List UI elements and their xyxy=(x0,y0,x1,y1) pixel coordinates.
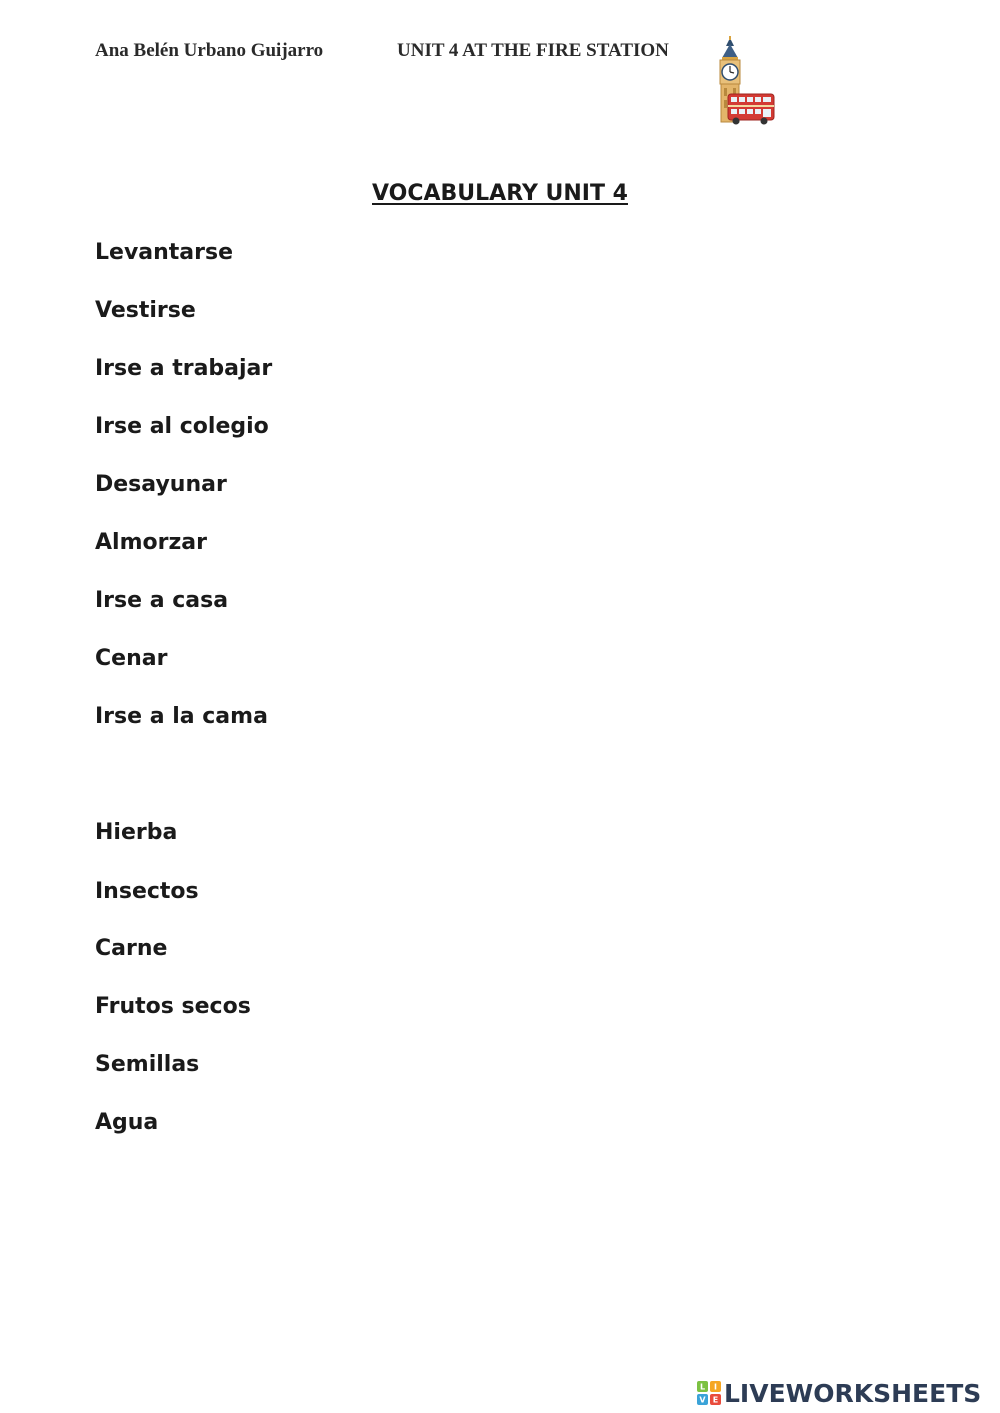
big-ben-and-double-decker-bus-icon xyxy=(712,36,776,126)
header-author: Ana Belén Urbano Guijarro xyxy=(95,40,324,61)
vocab-item: Cenar xyxy=(95,646,168,671)
vocab-item: Levantarse xyxy=(95,240,234,265)
vocab-item: Irse a la cama xyxy=(95,704,268,729)
vocab-item: Irse a casa xyxy=(95,588,229,613)
vocab-item: Insectos xyxy=(95,879,199,904)
liveworksheets-brand-text: LIVEWORKSHEETS xyxy=(724,1378,982,1408)
vocab-item: Almorzar xyxy=(95,530,207,555)
vocab-item: Desayunar xyxy=(95,472,227,497)
vocab-item: Vestirse xyxy=(95,298,196,323)
vocab-item: Semillas xyxy=(95,1052,200,1077)
liveworksheets-logo-icon xyxy=(697,1381,721,1405)
liveworksheets-brand xyxy=(697,1376,981,1410)
vocab-item: Irse a trabajar xyxy=(95,356,273,381)
page-title-text: VOCABULARY UNIT 4 xyxy=(372,181,628,206)
header-unit-title: UNIT 4 AT THE FIRE STATION xyxy=(397,40,669,61)
page-title xyxy=(0,181,1000,206)
vocab-item: Hierba xyxy=(95,820,178,845)
svg-text:E: E xyxy=(712,1395,719,1405)
svg-text:V: V xyxy=(699,1395,706,1405)
vocab-item: Agua xyxy=(95,1110,159,1135)
vocab-item: Carne xyxy=(95,936,168,961)
vocab-item: Irse al colegio xyxy=(95,414,269,439)
vocab-item: Frutos secos xyxy=(95,994,251,1019)
svg-text:I: I xyxy=(714,1382,717,1392)
svg-text:L: L xyxy=(699,1382,706,1392)
